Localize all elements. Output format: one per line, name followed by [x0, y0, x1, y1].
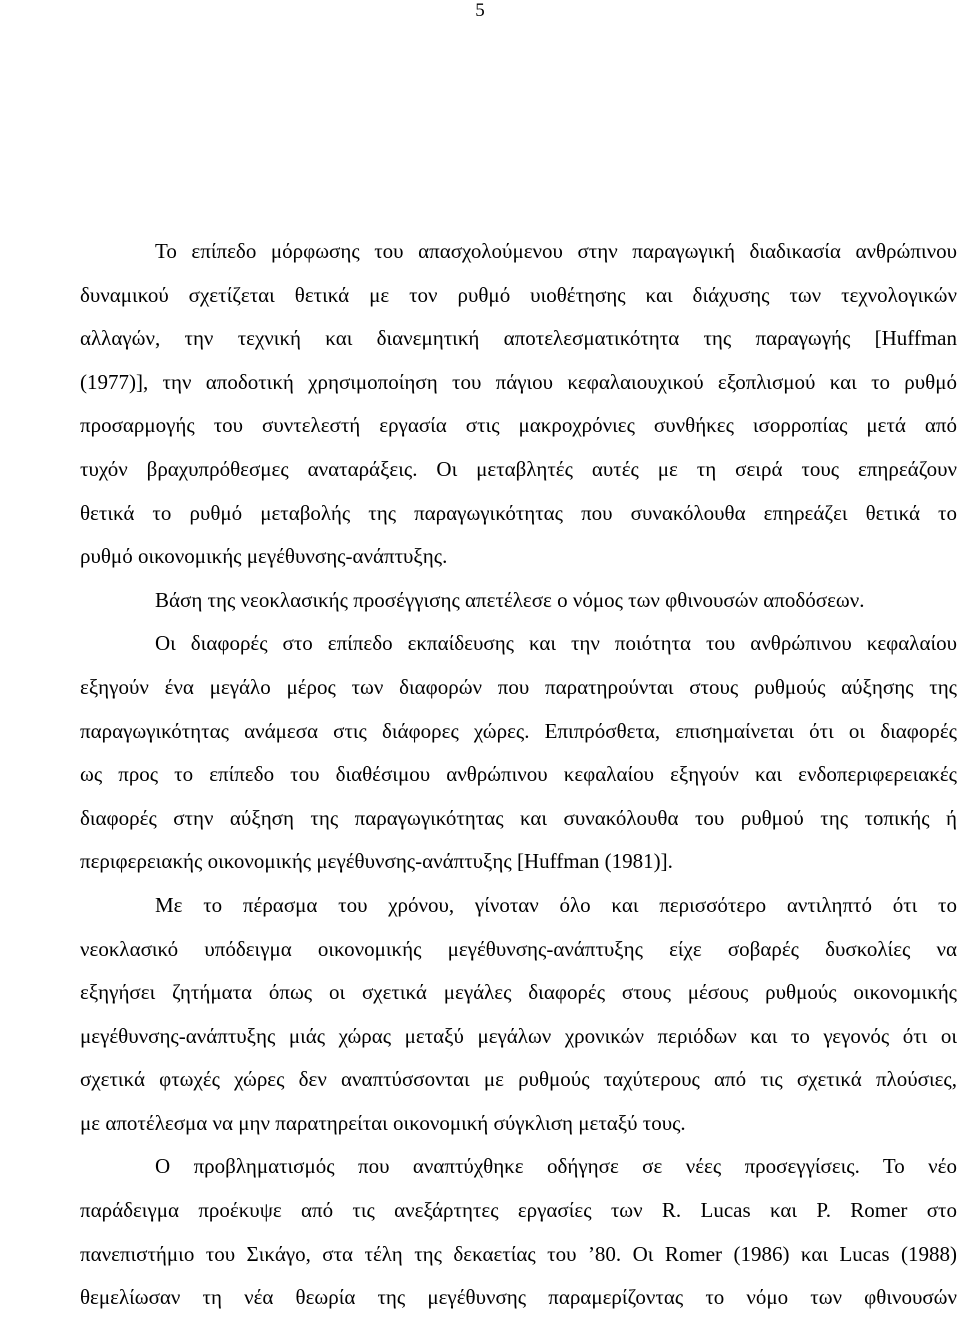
text-line: Βάση της νεοκλασικής προσέγγισης απετέλεσε ο νόμος των φθινουσών αποδόσεων. [155, 587, 865, 612]
text-line: ως προς το επίπεδο του διαθέσιμου ανθρώπινου κεφαλαίου εξηγούν και ενδοπεριφερειακές [80, 762, 957, 787]
text-line: περιφερειακής οικονομικής μεγέθυνσης-ανάπτυξης [Huffman (1981)]. [80, 849, 673, 874]
text-line: σχετικά φτωχές χώρες δεν αναπτύσσονται με ρυθμούς ταχύτερους από τις σχετικά πλούσιες, [80, 1067, 957, 1092]
text-line: Οι διαφορές στο επίπεδο εκπαίδευσης και την ποιότητα του ανθρώπινου κεφαλαίου [155, 631, 957, 656]
text-line: με αποτέλεσμα να μην παρατηρείται οικονομική σύγκλιση μεταξύ τους. [80, 1110, 686, 1135]
text-line: Το επίπεδο μόρφωσης του απασχολούμενου στην παραγωγική διαδικασία ανθρώπινου [155, 239, 957, 263]
text-line: προσαρμογής του συντελεστή εργασία στις μακροχρόνιες συνθήκες ισορροπίας μετά από [80, 413, 957, 438]
text-line: μεγέθυνσης-ανάπτυξης μιάς χώρας μεταξύ μεγάλων χρονικών περιόδων και το γεγονός ότι οι [80, 1023, 957, 1048]
text-line: Με το πέρασμα του χρόνου, γίνοταν όλο και περισσότερο αντιληπτό ότι το [155, 892, 957, 917]
text-line: εξηγήσει ζητήματα όπως οι σχετικά μεγάλες διαφορές στους μέσους ρυθμούς οικονομικής [80, 980, 957, 1005]
text-line: εξηγούν ένα μεγάλο μέρος των διαφορών που παρατηρούνται στους ρυθμούς αύξησης της [80, 674, 957, 699]
paragraph-neoclassical-limits [5, 884, 957, 1146]
text-line: θεμελίωσαν τη νέα θεωρία της μεγέθυνσης παραμερίζοντας το νόμο των φθινουσών [80, 1285, 957, 1310]
paragraph-education-productivity [5, 230, 957, 579]
text-line: τυχόν βραχυπρόθεσμες αναταράξεις. Οι μεταβλητές αυτές με τη σειρά τους επηρεάζουν [80, 456, 957, 481]
text-line: (1977)], την αποδοτική χρησιμοποίηση του πάγιου κεφαλαιουχικού εξοπλισμού και το ρυθμό [80, 369, 957, 394]
paragraph-diminishing-returns [5, 579, 957, 623]
text-line: ρυθμό οικονομικής μεγέθυνσης-ανάπτυξης. [80, 544, 448, 569]
text-line: Ο προβληματισμός που αναπτύχθηκε οδήγησε σε νέες προσεγγίσεις. Το νέο [155, 1154, 957, 1179]
text-line: πανεπιστήμιο του Σικάγο, στα τέλη της δεκαετίας του ’80. Οι Romer (1986) και Lucas (1988) [80, 1241, 957, 1266]
text-line: δυναμικού σχετίζεται θετικά με τον ρυθμό υιοθέτησης και διάχυσης των τεχνολογικών [80, 282, 957, 307]
page-number: 5 [475, 0, 485, 21]
text-line: αλλαγών, την τεχνική και διανεμητική αποτελεσματικότητα της παραγωγής [Huffman [80, 326, 957, 351]
text-line: παράδειγμα προέκυψε από τις ανεξάρτητες εργασίες των R. Lucas και P. Romer στο [80, 1198, 957, 1223]
text-line: νεοκλασικό υπόδειγμα οικονομικής μεγέθυνσης-ανάπτυξης είχε σοβαρές δυσκολίες να [80, 936, 957, 961]
paragraph-new-growth-theory [5, 1145, 957, 1319]
text-line: διαφορές στην αύξηση της παραγωγικότητας και συνακόλουθα του ρυθμού της τοπικής ή [80, 805, 957, 830]
text-line: παραγωγικότητας ανάμεσα στις διάφορες χώρες. Επιπρόσθετα, επισημαίνεται ότι οι διαφορές [80, 718, 957, 743]
document-body [5, 230, 957, 1320]
paragraph-human-capital-differences [5, 622, 957, 884]
text-line: θετικά το ρυθμό μεταβολής της παραγωγικότητας που συνακόλουθα επηρεάζει θετικά το [80, 500, 957, 525]
